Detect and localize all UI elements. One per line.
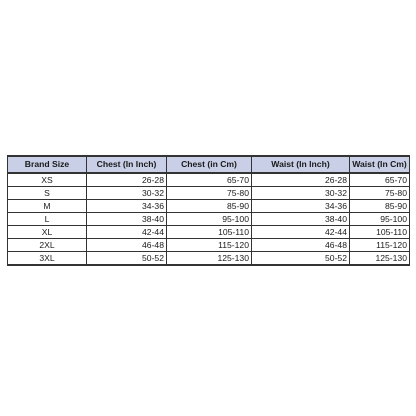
waist-inch-cell: 34-36 — [252, 200, 350, 213]
table-row — [8, 200, 410, 213]
waist-inch-cell: 30-32 — [252, 187, 350, 200]
waist-cm-cell: 115-120 — [350, 239, 410, 252]
size-chart — [7, 155, 409, 266]
waist-inch-cell: 42-44 — [252, 226, 350, 239]
table-row — [8, 213, 410, 226]
chest-inch-cell: 30-32 — [87, 187, 167, 200]
waist-cm-cell: 85-90 — [350, 200, 410, 213]
waist-cm-cell: 105-110 — [350, 226, 410, 239]
brand-size-cell: XL — [8, 226, 87, 239]
header-chest-inch: Chest (In Inch) — [87, 156, 167, 173]
brand-size-cell: 2XL — [8, 239, 87, 252]
waist-inch-cell: 38-40 — [252, 213, 350, 226]
waist-cm-cell: 95-100 — [350, 213, 410, 226]
waist-inch-cell: 46-48 — [252, 239, 350, 252]
chest-cm-cell: 75-80 — [167, 187, 252, 200]
header-row — [8, 156, 410, 173]
waist-cm-cell: 125-130 — [350, 252, 410, 266]
brand-size-cell: 3XL — [8, 252, 87, 266]
brand-size-cell: XS — [8, 173, 87, 187]
brand-size-cell: M — [8, 200, 87, 213]
brand-size-cell: S — [8, 187, 87, 200]
header-waist-cm: Waist (In Cm) — [350, 156, 410, 173]
brand-size-cell: L — [8, 213, 87, 226]
header-chest-cm: Chest (in Cm) — [167, 156, 252, 173]
chest-inch-cell: 50-52 — [87, 252, 167, 266]
waist-cm-cell: 65-70 — [350, 173, 410, 187]
size-chart-table — [7, 155, 410, 266]
table-row — [8, 239, 410, 252]
chest-inch-cell: 46-48 — [87, 239, 167, 252]
chest-inch-cell: 42-44 — [87, 226, 167, 239]
header-waist-inch: Waist (In Inch) — [252, 156, 350, 173]
table-row — [8, 226, 410, 239]
chest-cm-cell: 85-90 — [167, 200, 252, 213]
chest-cm-cell: 95-100 — [167, 213, 252, 226]
header-brand-size: Brand Size — [8, 156, 87, 173]
chest-cm-cell: 105-110 — [167, 226, 252, 239]
waist-cm-cell: 75-80 — [350, 187, 410, 200]
table-row — [8, 252, 410, 266]
waist-inch-cell: 50-52 — [252, 252, 350, 266]
table-row — [8, 173, 410, 187]
chest-cm-cell: 125-130 — [167, 252, 252, 266]
chest-inch-cell: 38-40 — [87, 213, 167, 226]
chest-cm-cell: 115-120 — [167, 239, 252, 252]
chest-inch-cell: 34-36 — [87, 200, 167, 213]
table-row — [8, 187, 410, 200]
chest-cm-cell: 65-70 — [167, 173, 252, 187]
chest-inch-cell: 26-28 — [87, 173, 167, 187]
waist-inch-cell: 26-28 — [252, 173, 350, 187]
